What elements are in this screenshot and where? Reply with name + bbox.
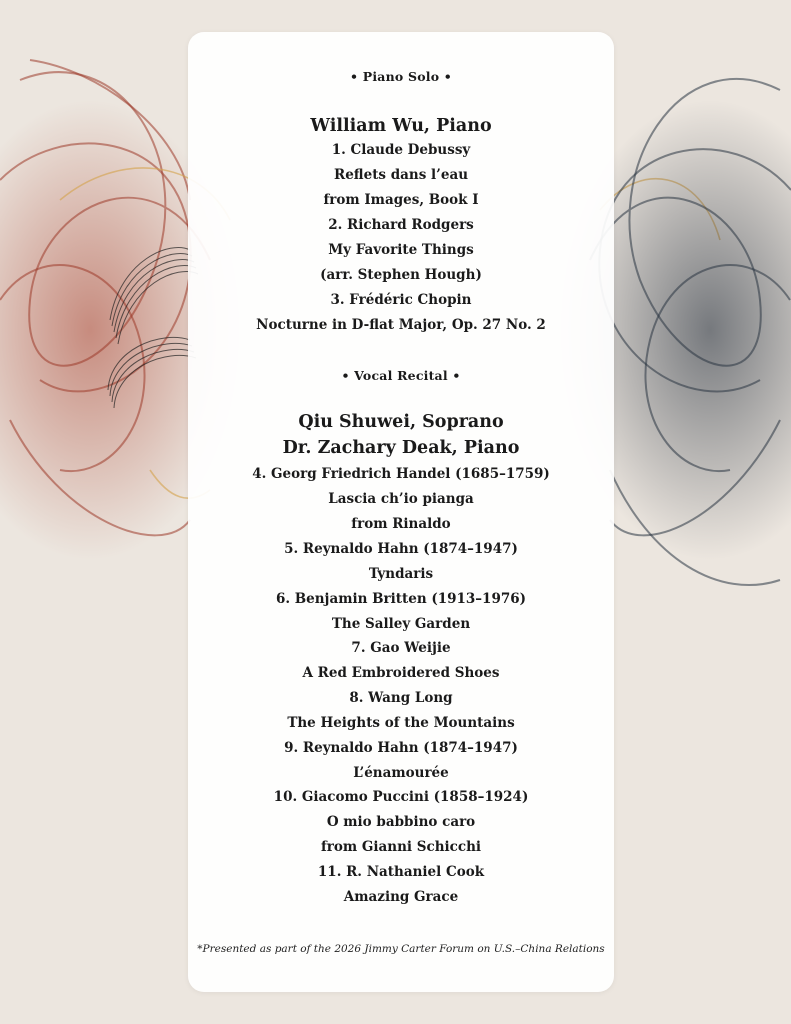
program-item: The Salley Garden <box>331 616 471 632</box>
program-item: Tyndaris <box>368 566 434 582</box>
program-card <box>188 32 614 992</box>
program-item: 9. Reynaldo Hahn (1874–1947) <box>284 740 518 756</box>
program-item: O mio babbino caro <box>326 814 476 830</box>
vocal-recital-performer: Qiu Shuwei, Soprano <box>298 412 504 432</box>
program-item: from Rinaldo <box>351 516 451 532</box>
program-item: (arr. Stephen Hough) <box>320 267 482 283</box>
program-item: Lascia ch’io pianga <box>328 491 474 507</box>
program-item: Reflets dans l’eau <box>333 167 469 183</box>
footnote: *Presented as part of the 2026 Jimmy Carter Forum on U.S.–China Relations <box>197 943 605 955</box>
program-item: 1. Claude Debussy <box>331 142 471 158</box>
program-item: 2. Richard Rodgers <box>328 217 474 233</box>
program-item: 4. Georg Friedrich Handel (1685–1759) <box>252 466 550 482</box>
program-item: Amazing Grace <box>343 889 459 905</box>
piano-solo-heading: • Piano Solo • <box>350 69 452 84</box>
vocal-recital-performer: Dr. Zachary Deak, Piano <box>282 438 520 458</box>
program-item: 3. Frédéric Chopin <box>330 292 472 308</box>
program-item: L’énamourée <box>353 765 449 781</box>
program-item: 5. Reynaldo Hahn (1874–1947) <box>284 541 518 557</box>
program-item: from Images, Book I <box>323 192 479 208</box>
piano-solo-performer: William Wu, Piano <box>310 116 492 136</box>
program-item: The Heights of the Mountains <box>287 715 515 731</box>
program-item: 6. Benjamin Britten (1913–1976) <box>275 591 527 607</box>
program-item: 7. Gao Weijie <box>351 640 451 656</box>
program-item: My Favorite Things <box>328 242 474 258</box>
program-item: from Gianni Schicchi <box>320 839 482 855</box>
program-item: A Red Embroidered Shoes <box>302 665 500 681</box>
program-item: Nocturne in D-flat Major, Op. 27 No. 2 <box>256 317 546 333</box>
vocal-recital-heading: • Vocal Recital • <box>341 368 461 383</box>
program-item: 8. Wang Long <box>349 690 453 706</box>
program-item: 11. R. Nathaniel Cook <box>317 864 485 880</box>
program-item: 10. Giacomo Puccini (1858–1924) <box>273 789 529 805</box>
